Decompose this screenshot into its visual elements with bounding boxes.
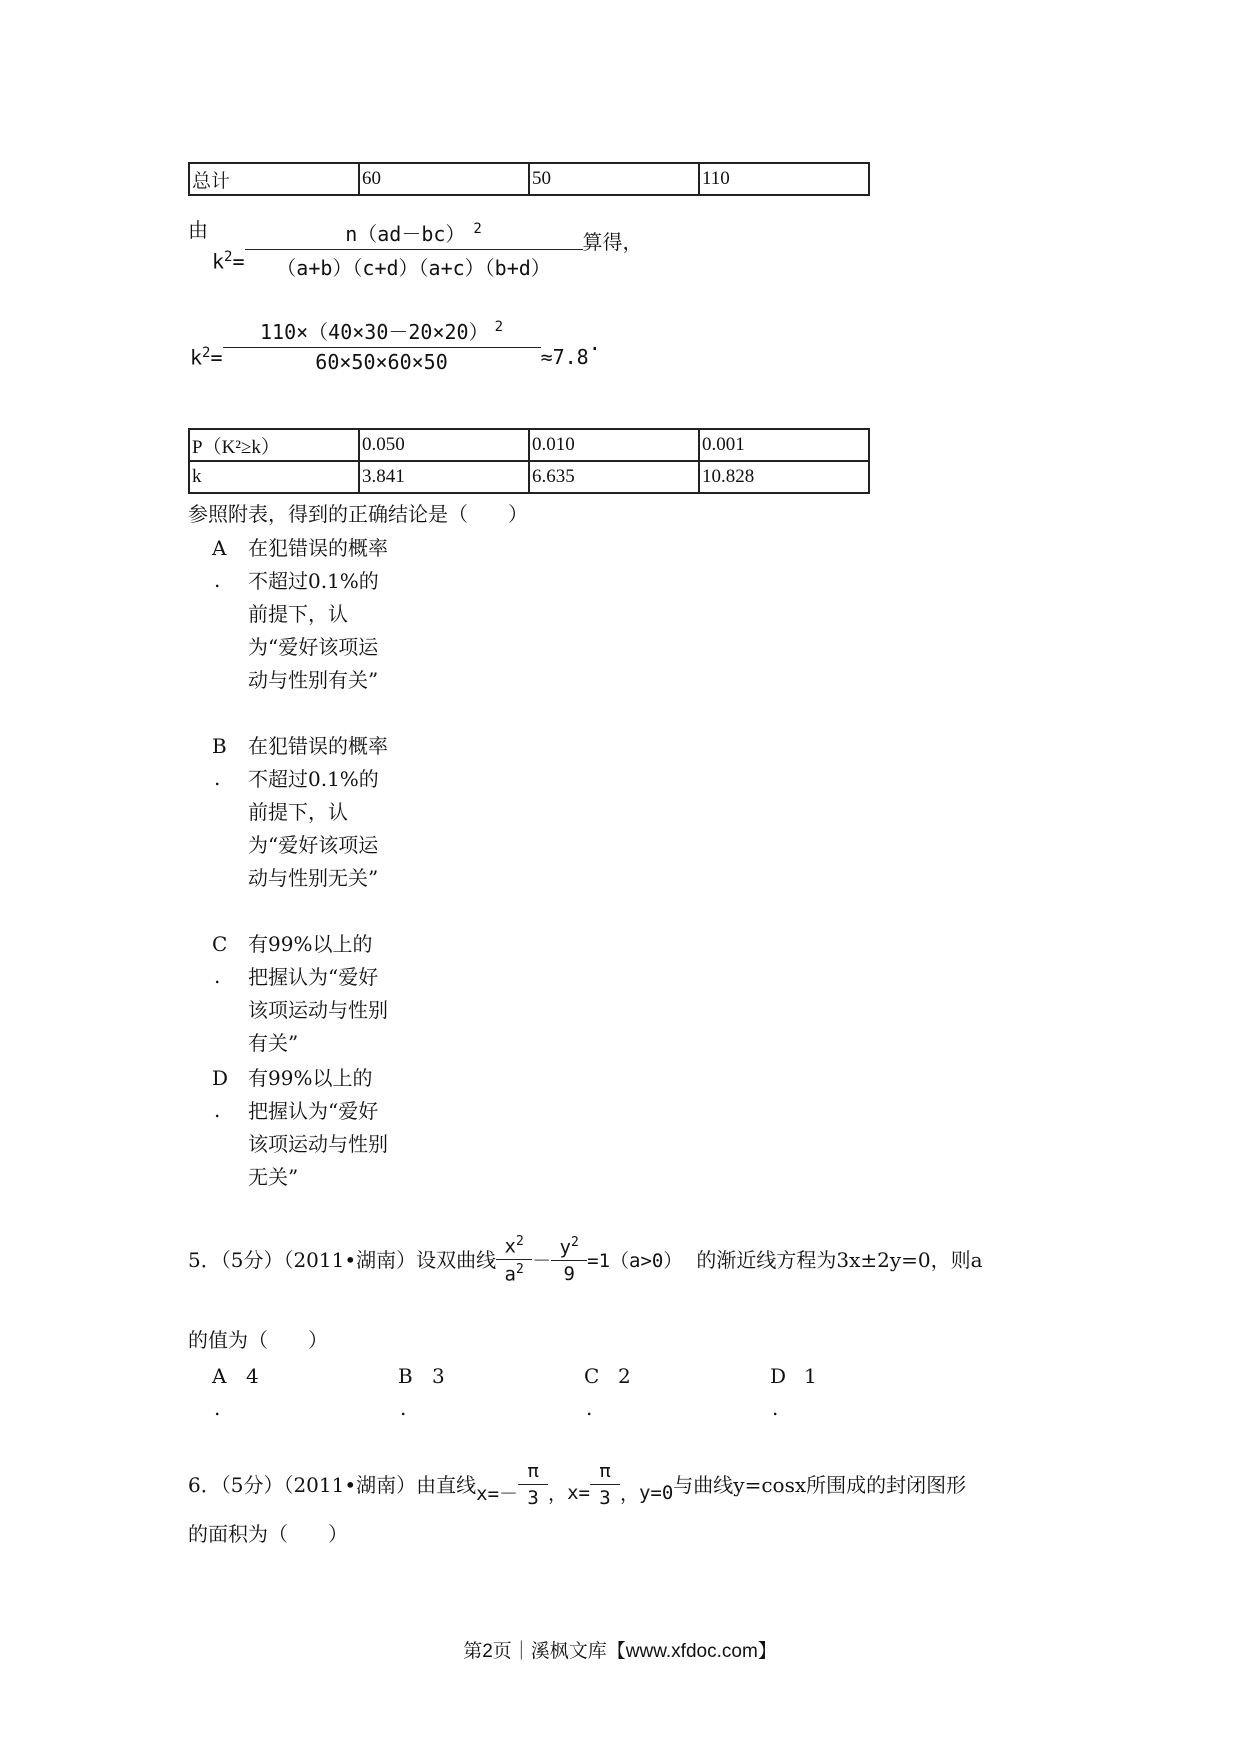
math-numerator: π xyxy=(599,1460,611,1482)
math-comma: ， xyxy=(619,1483,639,1505)
option-dot: . xyxy=(586,1396,593,1420)
option-letter: B xyxy=(398,1364,413,1388)
formula-suffix: 算得， xyxy=(582,229,643,254)
question-line: 的面积为（ ） xyxy=(188,1522,348,1546)
table-cell: 60 xyxy=(359,163,529,195)
table-cell: 总计 xyxy=(189,163,359,195)
option-dot: . xyxy=(214,1396,221,1420)
option-text: 在犯错误的概率不超过0.1%的前提下，认为“爱好该项运动与性别无关” xyxy=(248,734,388,890)
option-dot: . xyxy=(214,766,221,790)
option-letter: A xyxy=(212,1364,227,1388)
question-tail: 的渐近线方程为3x±2y=0，则a xyxy=(696,1247,983,1272)
formula-prefix: 由 xyxy=(188,218,208,242)
formula-lhs: k xyxy=(212,249,225,274)
question-stem: 参照附表，得到的正确结论是（ ） xyxy=(188,502,528,526)
option-dot: . xyxy=(214,964,221,988)
formula-k2-computed xyxy=(190,316,601,374)
formula-numerator: 110×（40×30－20×20） xyxy=(260,320,489,344)
formula-lhs-sup: 2 xyxy=(202,344,211,361)
question-tail: 与曲线y=cosx所围成的封闭图形 xyxy=(673,1472,967,1497)
option-text: 1 xyxy=(804,1364,817,1388)
option-text: 4 xyxy=(246,1364,259,1388)
table-cell: 0.050 xyxy=(359,429,529,461)
math-text: x=－ xyxy=(476,1483,519,1505)
math-sup: 2 xyxy=(515,1234,524,1249)
question-5 xyxy=(188,1234,983,1286)
math-fraction xyxy=(551,1235,587,1285)
option-letter: D xyxy=(770,1364,787,1388)
formula-fraction xyxy=(245,218,583,281)
table-row xyxy=(189,163,869,195)
formula-numerator-sup: 2 xyxy=(494,319,504,336)
option-letter: D xyxy=(212,1066,229,1090)
math-denominator: 9 xyxy=(563,1262,575,1285)
math-numerator: x xyxy=(504,1235,516,1258)
math-comma: ， xyxy=(548,1483,568,1505)
math-numerator: y xyxy=(559,1235,571,1258)
option-text: 有99%以上的把握认为“爱好该项运动与性别有关” xyxy=(248,932,388,1055)
table-cell: 110 xyxy=(699,163,869,195)
math-text: y=0 xyxy=(638,1481,674,1504)
option-dot: . xyxy=(214,1098,221,1122)
table-row xyxy=(189,461,869,493)
table-cell: 3.841 xyxy=(359,461,529,493)
option-letter: B xyxy=(212,734,227,758)
math-denominator: 3 xyxy=(599,1487,611,1509)
math-equation-rest: =1（a>0） xyxy=(587,1250,683,1273)
table-cell: 0.001 xyxy=(699,429,869,461)
option-dot: . xyxy=(772,1396,779,1420)
formula-end: . xyxy=(588,331,601,355)
table-cell: 50 xyxy=(529,163,699,195)
option-dot: . xyxy=(400,1396,407,1420)
math-fraction xyxy=(496,1234,532,1286)
table-row xyxy=(189,429,869,461)
formula-denominator: （a+b）（c+d）（a+c）（b+d） xyxy=(276,256,551,280)
total-row-table xyxy=(188,162,870,196)
option-text: 有99%以上的把握认为“爱好该项运动与性别无关” xyxy=(248,1066,388,1189)
option-letter: A xyxy=(212,536,227,560)
table-cell: k xyxy=(189,461,359,493)
formula-eq: = xyxy=(210,345,223,370)
question-lead: 5．（5分）（2011•湖南）设双曲线 xyxy=(188,1247,497,1272)
math-sup: 2 xyxy=(570,1234,579,1250)
formula-fraction xyxy=(223,316,541,374)
math-fraction xyxy=(518,1460,548,1509)
math-minus: － xyxy=(532,1250,552,1273)
formula-numerator-sup: 2 xyxy=(473,221,482,238)
critical-value-table xyxy=(188,428,870,494)
formula-k2-general xyxy=(188,218,208,242)
table-cell: 0.010 xyxy=(529,429,699,461)
math-sup: 2 xyxy=(515,1262,524,1278)
option-letter: C xyxy=(212,932,228,956)
formula-lhs: k xyxy=(190,345,203,370)
table-cell: P（K²≥k） xyxy=(189,429,359,461)
table-cell: 6.635 xyxy=(529,461,699,493)
question-line: 的值为（ ） xyxy=(188,1328,328,1352)
math-denominator: 3 xyxy=(527,1487,539,1509)
option-letter: C xyxy=(584,1364,600,1388)
math-denominator: a xyxy=(504,1263,516,1286)
question-lead: 6．（5分）（2011•湖南）由直线 xyxy=(188,1472,477,1497)
math-numerator: π xyxy=(527,1460,539,1482)
option-text: 在犯错误的概率不超过0.1%的前提下，认为“爱好该项运动与性别有关” xyxy=(248,536,388,692)
formula-result: ≈7.8 xyxy=(540,345,589,369)
formula-numerator: n（ad－bc） xyxy=(345,222,466,246)
option-text: 3 xyxy=(432,1364,445,1388)
math-fraction xyxy=(590,1460,620,1509)
formula-eq: = xyxy=(232,249,245,274)
formula-lhs-sup: 2 xyxy=(224,249,233,266)
option-text: 2 xyxy=(618,1364,631,1388)
page-footer: 第2页｜溪枫文库【www.xfdoc.com】 xyxy=(463,1641,777,1662)
formula-k2-general-math xyxy=(212,218,643,281)
math-text: x= xyxy=(567,1481,590,1504)
table-cell: 10.828 xyxy=(699,461,869,493)
formula-denominator: 60×50×60×50 xyxy=(315,350,448,374)
option-dot: . xyxy=(214,568,221,592)
question-6 xyxy=(188,1460,966,1509)
